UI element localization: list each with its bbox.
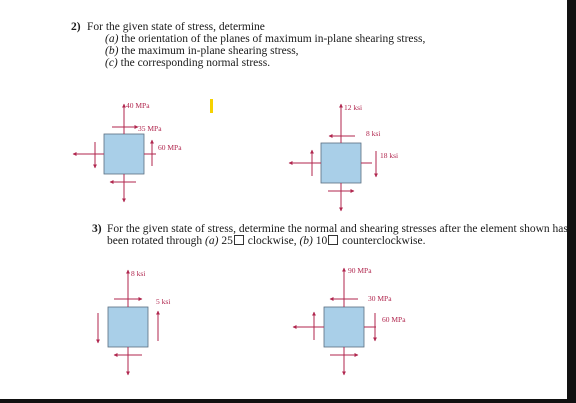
label-40-mpa: 40 MPa [126, 101, 150, 110]
problem-3-number: 3) [92, 223, 102, 235]
problem-2-part-a: (a) the orientation of the planes of maximum in-plane shearing stress, [105, 33, 426, 45]
label-8-ksi: 8 ksi [131, 269, 146, 278]
label-8-ksi: 8 ksi [366, 129, 381, 138]
problem-2-number: 2) [71, 21, 81, 33]
problem-2-part-c: (c) the corresponding normal stress. [105, 57, 271, 69]
label-60-mpa: 60 MPa [158, 143, 182, 152]
problem-2-intro: For the given state of stress, determine [87, 21, 265, 33]
stress-element [104, 134, 144, 174]
label-35-mpa: 35 MPa [138, 124, 162, 133]
label-5-ksi: 5 ksi [156, 297, 171, 306]
label-18-ksi: 18 ksi [380, 151, 399, 160]
problem-3-line-2: been rotated through (a) 25 clockwise, (b) 10 counterclockwise. [107, 235, 426, 247]
figure-3-right [293, 266, 406, 375]
label-12-ksi: 12 ksi [344, 103, 363, 112]
stress-element [108, 307, 148, 347]
label-60-mpa: 60 MPa [382, 315, 406, 324]
stress-element [324, 307, 364, 347]
figure-2-left [73, 101, 182, 202]
figure-3-left [98, 269, 170, 375]
label-30-mpa: 30 MPa [368, 294, 392, 303]
problem-2-part-b: (b) the maximum in-plane shearing stress, [105, 45, 299, 57]
stress-element [321, 143, 361, 183]
label-90-mpa: 90 MPa [348, 266, 372, 275]
problem-3-line-1: For the given state of stress, determine the normal and shearing stresses after the element shown has [107, 223, 568, 235]
figure-2-right [289, 103, 398, 211]
